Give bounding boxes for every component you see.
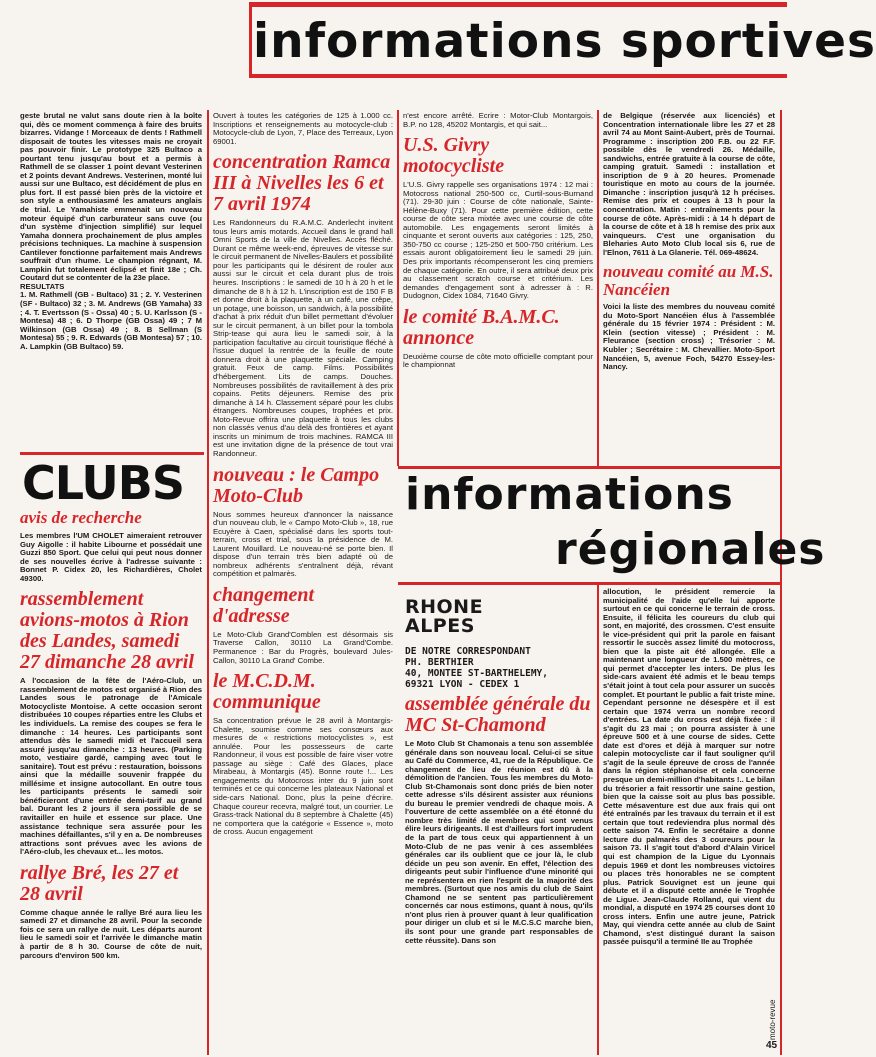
bamc-heading: le comité B.A.M.C. annonce [403, 305, 560, 349]
rassemblement-heading: rassemblement avions-motos à Rion des Landes, samedi 27 dimanche 28 avril [20, 588, 194, 674]
column-4 [603, 112, 775, 464]
regional-title-2: régionales [555, 524, 826, 575]
adresse-heading: changement d'adresse [213, 583, 315, 627]
divider-col2 [397, 110, 399, 466]
avis-body: Les membres l'UM CHOLET aimeraient retrouver Guy Aigolle : il habite Libourne et possédait une Guzzi 850 Sport. Que celui qui peut nous donner de ses nouvelles écrive à l'adresse suivante : Bonnet P. Cidex 20, les Richardières, Cholet 49300. [20, 531, 202, 583]
rassemblement-body: A l'occasion de la fête de l'Aéro-Club, un rassemblement de motos est organisé à Rion des Landes sous le patronage de l'Amicale Motocycliste Montoise. A cette occasion seront distribuées 10 coupes réparties entre les Clubs et les individuels. La remise des coupes se fera le dimanche : 14 heures. Les participants sont attendus dès le samedi midi et l'accueil sera assuré jusqu'au dimanche : 13 heures. (Parking moto, vestiaire gardé, camping avec tout le sanitaire). Tout est prévu : restauration, boissons ainsi que la médaille souvenir frappée du millésime et insigne autocollant. En outre tous les participants présents le samedi soir bénéficieront d'une entrée demi-tarif au grand bal. Durant les 2 jours il sera possible de se ravitailler en huile et essence sur place. Une assistance technique sera assurée pour les machines défaillantes, s'il y en a. De nombreuses attractions sont prévues avec les avions de l'Aéro-club, les chevaux et... les motos. [20, 676, 202, 857]
ramca-heading: concentration Ramca III à Nivelles les 6 et 7 avril 1974 [213, 151, 391, 216]
chamond-continued: allocution, le président remercie la municipalité de l'aide qu'elle lui apporte surtout en ce qui concerne le terrain de cross. Ensuite, il félicita les coureurs du club qui sont, en majorité, des crossmen. C'est ensuite le vice-président qui prit la parole en faisant ressortir le succès assez limité du motocross, bien que la piste ait été allongée. Elle a maintenant une longueur de 1.500 mètres, ce qui permet d'accepter les inters. De plus les side-cars avaient été admis et le beau temps s'était joint à tout cela pour assurer un succès complet. Et pourtant le public a fait triste mine. Cependant personne ne désespère et il est certain que 1974 verra un nombre record d'entrées. La date du cross est déjà fixée : il s'agit du 23 mai ; on pourra assister à une épreuve 500 et à une course de sides. Cette date est d'ores et déjà à marquer sur notre calepin motocycliste car il faut souligner qu'il s'agit de la seule épreuve de cross de l'année dans la région stéphanoise et cela concerne presque un demi-million d'habitants !.. Le bilan du trésorier a fait ressortir une saine gestion, bien que la caisse soit au plus bas possible. Cette mésaventure est due aux frais qui ont été entraînés par les travaux du terrain et il est certain que tout redeviendra plus normal dès cette saison 74. Enfin le secrétaire a donne lecture du palmarès des 3 coureurs pour la saison 73. Il s'agit tout d'abord d'Alain Viricel qui est champion de la Ligue du Lyonnais depuis 1969 et dont les nombreuses victoires ou places très honorables ne se comptent plus. Patrick Souvignet est un jeune qui débute et il a disputé cette année le Trophée de Ligue. Jean-Claude Rolland, qui vient du mondial, a disputé en 1974 25 courses dont 10 cross inters. Enfin une autre jeune, Patrick May, qui viendra cette année au club de Saint Chamond, s'est distingué durant la saison passée puisqu'il a terminé IIe au Trophée [603, 587, 775, 947]
column-2 [213, 112, 393, 1054]
nancy-heading: nouveau comité au M.S. Nancéien [603, 262, 774, 300]
chamond-heading: assemblée générale du MC St-Chamond [405, 693, 591, 736]
banner-rule-top [250, 2, 787, 7]
column-1-bottom [20, 505, 202, 1053]
column-6 [603, 587, 778, 1054]
ramca-body: Les Randonneurs du R.A.M.C. Anderlecht invitent tous leurs amis motards. Accueil dans le grand hall Omni Sports de la ville de Nivelles. Accès fléché. Durant ce même week-end, épreuves de vitesse sur le circuit permanent de Nivelles-Baulers et possibilité pour les participants qui le désirent de rouler aux aussi sur le circuit et cela durant plus de trois heures. Inscriptions : le samedi de 10 h à 20 h et le dimanche de 8 h à 12 h. L'inscription est de 150 F B et donne droit à la plaquette, à un café, une crêpe, un potage, une boisson, un sandwich, à la possibilité d'achat à prix réduit d'un billet permettant d'évoluer sur le circuit permanent, à un billet pour la tombola Strip-tease qui aura lieu le samedi soir, à la participation facultative au circuit touristique fléché à l'issue duquel la rentrée de la feuille de route donnera droit à une plaquette spéciale. Camping gratuit. Feux de camp. Films. Possibilités d'hébergement. Lits de camps. Douches. Nombreuses possibilités de ravitaillement à des prix copains. Petits déjeuners. Remise des prix dimanche à 14 h. Classement séparé pour les clubs étrangers. Nombreuses coupes, trophées et prix. Moto-Revue offrira une plaquette à tous les clubs non classés venus d'au delà des frontières et ayant inscrits un minimum de trois machines. RAMCA III est une invitation digne de la présence de tout vrai Randonneur. [213, 218, 393, 458]
banner-rule-left [249, 2, 252, 78]
column-3 [403, 112, 593, 464]
mcdm-body: Sa concentration prévue le 28 avril à Montargis-Chalette, soumise comme ses consœurs aux mesures de « restrictions motocyclistes », est annulée. Pour les possesseurs de carte Randonneur, il vous est possible de faire viser votre passage au siège : Café des Glaces, place Mirabeau, à Montargis (45). Bonne route !... Les engagements du Motocross inter du 9 juin sont terminés et ce qui concerne les plateaux National et side-cars National. Donc, plus la peine d'écrire. Chaque coureur recevra, malgré tout, un courrier. Le Grass-track National du 8 septembre à Chalette (45) ne comportera que la catégorie « Essence », moto de cross. Aucun engagement [213, 716, 393, 837]
page-number: 45 [766, 1040, 778, 1051]
correspondent-block [405, 646, 595, 690]
regional-title-1: informations [405, 469, 734, 520]
divider-col1 [207, 110, 209, 1055]
rhone-alpes-logo [405, 598, 483, 636]
givry-heading: U.S. Givry motocycliste [403, 134, 505, 178]
bamc-body: Deuxième course de côte moto officielle comptant pour le championnat [403, 351, 593, 370]
regional-rule-bottom [398, 582, 782, 585]
banner-rule-bottom [250, 74, 787, 78]
clubs-title: CLUBS [22, 456, 184, 510]
avis-heading: avis de recherche [20, 508, 142, 527]
results-label: RESULTATS [20, 281, 65, 291]
correspondent-line-1: DE NOTRE CORRESPONDANT [405, 646, 531, 657]
col3-intro: n'est encore arrêté. Ecrire : Motor-Club Montargois, B.P. no 128, 45202 Montargis, et qui sait... [403, 111, 593, 129]
banner-title: informations sportives [253, 14, 876, 69]
bre-heading: rallye Bré, les 27 et 28 avril [20, 861, 179, 905]
trial-report-text: geste brutal ne valut sans doute rien à la boîte qui, dès ce moment commença à faire des bruits bizarres. Vidange ! Morceaux de dents ! Rathmell disposait de toutes les vitesses mais ne croyait pas pouvoir finir. Le prototype 325 Bultaco a pourtant tenu jusqu'au bout et a permis à Rathmell de se classer 1 point devant Vesterinen et 2 points devant Andrews. Vesterinen, monté lui aussi sur une Bultaco, est décidément de plus en plus fort. Il est passé bien près de la victoire et son style a enthousiasmé les amateurs anglais de trial. Le Yamahiste emmenait un nouveau moteur équipé d'un carburateur sans cuve (ou d'un système d'injection simplifié) sur lequel Yamaha donnera prochainement de plus amples précisions techniques. La machine à suspension Cantilever fonctionne parfaitement mais Andrews souffrait d'un rhume. Le champion régnant, M. Lampkin fut totalement éclipsé et finit 18e ; Ch. Coutard dut se contenter de la 23e place. [20, 111, 202, 283]
correspondent-line-4: 69321 LYON - CEDEX 1 [405, 679, 520, 690]
nancy-body: Voici la liste des membres du nouveau comité du Moto-Sport Nancéien élus à l'assemblée générale du 15 février 1974 : Président : M. Klein (section vitesse) ; Président : M. Fleurance (section cross) ; Trésorier : M. Kubler ; Secrétaire : M. Chevallier. Moto-Sport Nancéien, 5, avenue Foch, 54270 Essey-les-Nancy. [603, 302, 775, 372]
column-1-top [20, 112, 202, 452]
adresse-body: Le Moto-Club Grand'Comblen est désormais sis Traverse Callon, 30110 La Grand'Combe. Permanence : Bar du Progrès, boulevard Jules-Callon, 30110 La Grand' Combe. [213, 629, 393, 665]
divider-col5 [597, 585, 599, 1055]
column-5 [405, 692, 593, 1054]
results-text: 1. M. Rathmell (GB - Bultaco) 31 ; 2. Y. Vesterinen (SF - Bultaco) 32 ; 3. M. Andrews (GB Yamaha) 33 ; 4. T. Evertsson (S - Ossa) 40 ; 5. U. Karlsson (S - Montesa) 48 ; 6. D Thorpe (GB Ossa) 49 ; 7 M Wilkinson (GB Ossa) 49 ; 8. B Sellman (S Montesa) 55 ; 9. R. Edwards (GB Montesa) 57 ; 10. A. Lampkin (GB Bultaco) 59. [20, 290, 202, 351]
side-label: moto-revue [768, 999, 777, 1040]
correspondent-line-2: PH. BERTHIER [405, 657, 474, 668]
mcdm-heading: le M.C.D.M. communique [213, 670, 321, 714]
bre-body: Comme chaque année le rallye Bré aura lieu les samedi 27 et dimanche 28 avril. Pour la seconde fois ce sera un rallye de nuit. Les départs auront lieu le samedi soir et l'arrivée le dimanche matin à partir de 8 h 30. Course de côte de nuit, parcours d'environ 500 km. [20, 907, 202, 960]
col4-intro: de Belgique (réservée aux licenciés) et Concentration internationale libre les 27 et 28 avril 74 au Mont Saint-Aubert, près de Tournai. Programme : inscription 200 F.B. ou 22 F.F. possible dès le vendredi 26. Médaille, sandwichs, entrée gratuite à la course de côte, camping gratuit. Samedi : installation et inscription de 9 à 20 heures. Promenade touristique en moto au cours de la journée. Dimanche : inscription jusqu'à 12 h précises. Remise des prix et coupes à 13 h pour la concentration. Matin : entraînements pour la course de côte. Après-midi : à 14 h départ de la course de côte et à 18 h remise des prix aux vainqueurs. C'est une organisation du Bleharies Auto Moto Club local sis 6, rue de l'Elnon, 7611 à La Glanerie. Tél. 069-48624. [603, 111, 775, 257]
campo-heading: nouveau : le Campo Moto-Club [213, 463, 380, 507]
campo-body: Nous sommes heureux d'annoncer la naissance d'un nouveau club, le « Campo Moto-Club », 18, rue Ecuyère à Caen, spécialisé dans les sports tout-terrain, cross et trial, sous la présidence de M. Laurent Mouillard. Le nouveau-né se porte bien. Il dispose d'un terrain très bien adapté où de nombreux adhérents s'entraînent déjà, révant compétition et palmarès. [213, 509, 393, 579]
chamond-body: Le Moto Club St Chamonais a tenu son assemblée générale dans son nouveau local. Celui-ci se situe au Café du Commerce, 41, rue de la République. Ce changement de lieu de réunion est dû à la démolition de l'ancien. Tous les membres du Moto-Club St-Chamonais sont donc priés de bien noter cette adresse s'ils désirent assister aux réunions du bureau le premier vendredi de chaque mois. A l'ouverture de cette assemblée on a été étonné du nombre très limité de membres qui sont venus élire leurs dirigeants. Il est d'ailleurs fort imprudent de la part de tous ceux qui appartiennent à un Moto-Club de ne pas venir à ces assemblées générales car ils oublient que ce jour là, le club décide un peu son avenir. En effet, l'élection des dirigeants peut subir l'influence d'une minorité qui ne représentera en rien l'esprit de la majorité des membres. (Surtout que nos amis du club de Saint Chamond ne se sentent pas particulièrement concernés car nous estimons, quant à nous, qu'ils n'ont plus rien à prouver quant à leur qualification pour diriger un club et si le M.C.S.C marche bien, ils sont pour une grande part responsables de cette réussite). Dans son [405, 739, 593, 945]
correspondent-line-3: 40, MONTEE ST-BARTHELEMY, [405, 668, 548, 679]
alpes-text: ALPES [405, 615, 475, 637]
givry-body: L'U.S. Givry rappelle ses organisations 1974 : 12 mai : Motocross national 250-500 cc, Curtil-sous-Burnand (71). 29-30 juin : Course de côte nationale, Sainte-Hélène-Buxy (71). Pour cette première édition, cette course de côte sera mixtée avec une course de côte automobile. Les engagements seront limités à cinquante et seront ouverts aux catégories : 125, 250, 350-750 cc course ; 125-250 et 500-750 critérium. Les essais auront obligatoirement lieu le samedi 29 juin. Des prix importants récompenseront les cinq premiers de chaque catégorie. En outre, il sera attribué deux prix au classement scratch course et critérium. Les demandes d'engagement sont à adresser à : R. Dudognon, Cidex 1084, 71640 Givry. [403, 180, 593, 301]
divider-col3 [597, 110, 599, 466]
rhone-text: RHONE [405, 596, 484, 618]
col2-intro: Ouvert à toutes les catégories de 125 à 1.000 cc. Inscriptions et renseignements au motocycle-club : Motocycle-club de Lyon, 7, Place des Terreaux, Lyon 69001. [213, 111, 393, 146]
